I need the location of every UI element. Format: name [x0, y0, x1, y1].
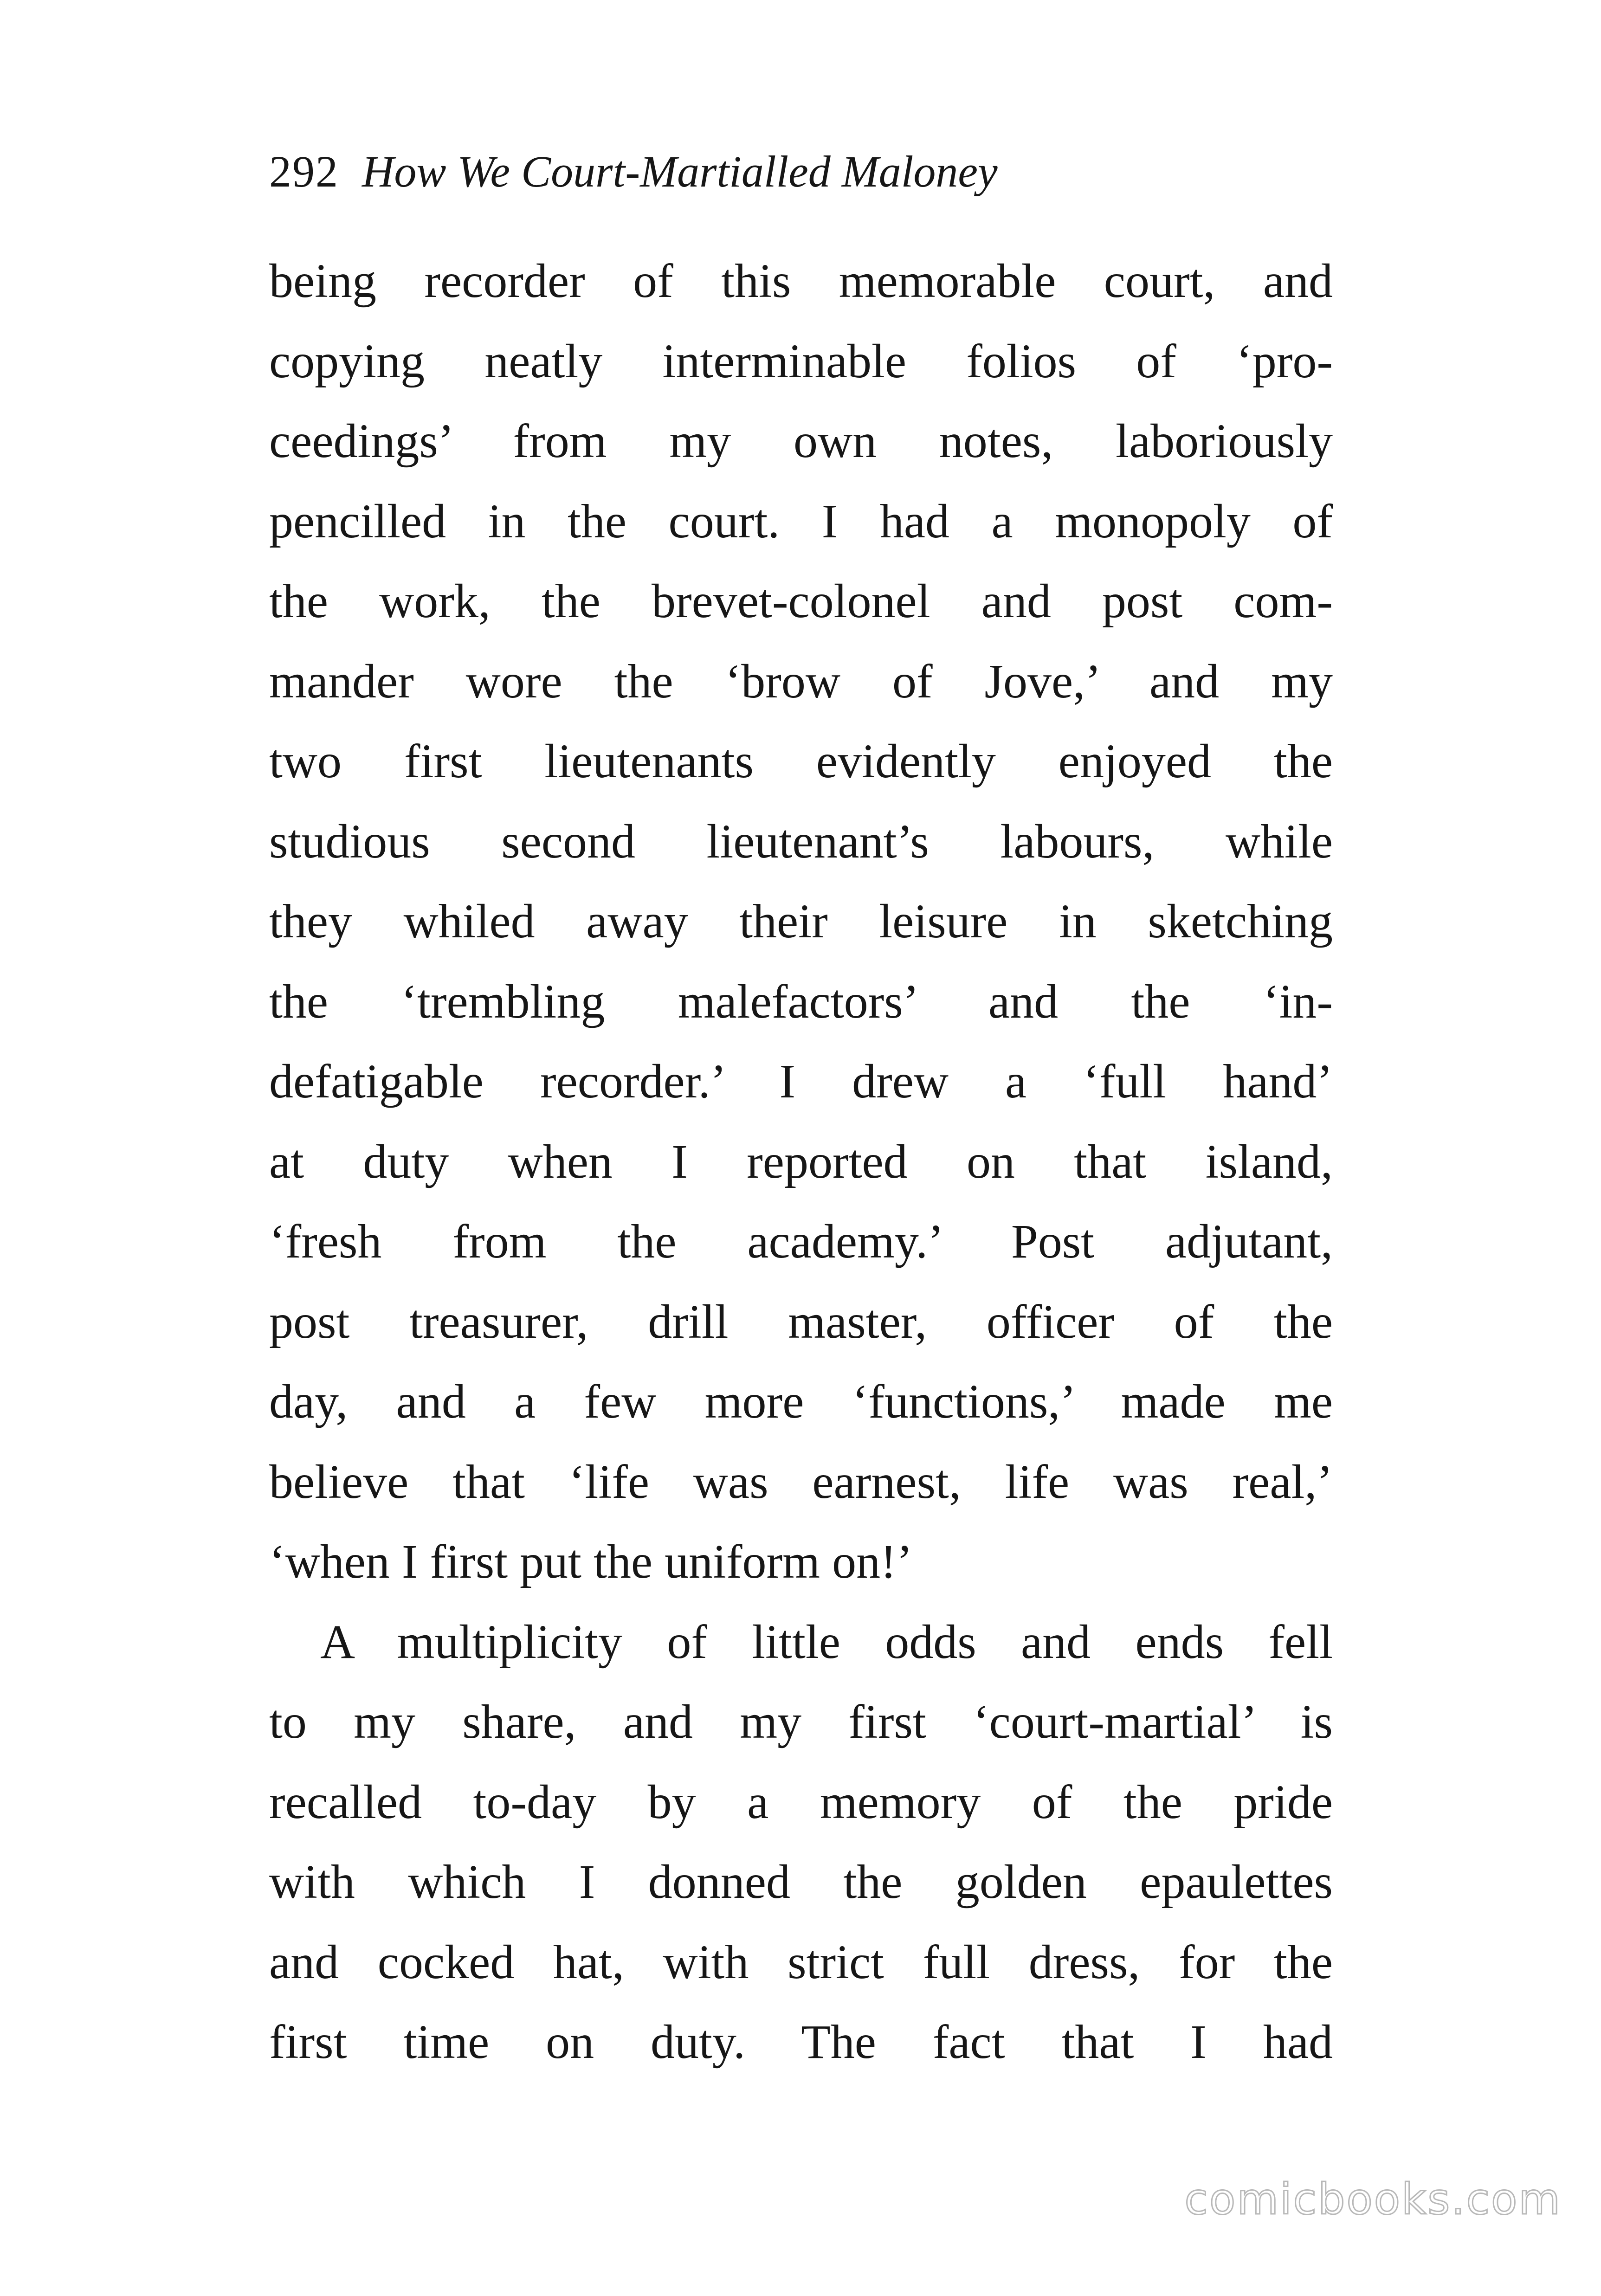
paragraph-first-line: A multiplicity of little odds and ends fell [320, 1615, 1333, 1669]
text-line: to my share, and my first ‘court-martial’ is [269, 1695, 1333, 1748]
text-line: studious second lieutenant’s labours, while [269, 814, 1333, 868]
text-line: day, and a few more ‘functions,’ made me [269, 1375, 1333, 1428]
text-line: recalled to-day by a memory of the pride [269, 1775, 1333, 1829]
text-line: ‘fresh from the academy.’ Post adjutant, [269, 1215, 1333, 1268]
page-number: 292 [269, 147, 339, 196]
text-line: two first lieutenants evidently enjoyed the [269, 735, 1333, 788]
text-line: they whiled away their leisure in sketching [269, 895, 1333, 948]
text-line: ceedings’ from my own notes, laboriously [269, 414, 1333, 468]
text-line: first time on duty. The fact that I had [269, 2015, 1333, 2069]
text-line: believe that ‘life was earnest, life was real,’ [269, 1455, 1333, 1509]
watermark: comicbooks.com [1184, 2174, 1562, 2224]
text-line: defatigable recorder.’ I drew a ‘full hand’ [269, 1055, 1333, 1108]
text-line: the work, the brevet-colonel and post com- [269, 574, 1333, 628]
text-line: copying neatly interminable folios of ‘pro- [269, 334, 1333, 388]
running-head [269, 139, 1336, 204]
running-title: How We Court-Martialled Maloney [362, 147, 998, 196]
text-line: post treasurer, drill master, officer of the [269, 1295, 1333, 1348]
text-line: at duty when I reported on that island, [269, 1135, 1333, 1188]
text-line: ‘when I first put the uniform on!’ [269, 1535, 913, 1588]
text-line: being recorder of this memorable court, and [269, 254, 1333, 308]
text-line: mander wore the ‘brow of Jove,’ and my [269, 654, 1333, 708]
text-line: with which I donned the golden epaulettes [269, 1855, 1333, 1909]
text-line: pencilled in the court. I had a monopoly of [269, 494, 1333, 548]
text-line: and cocked hat, with strict full dress, for the [269, 1935, 1333, 1989]
body-text [269, 241, 1333, 2083]
text-line: the ‘trembling malefactors’ and the ‘in- [269, 974, 1333, 1028]
